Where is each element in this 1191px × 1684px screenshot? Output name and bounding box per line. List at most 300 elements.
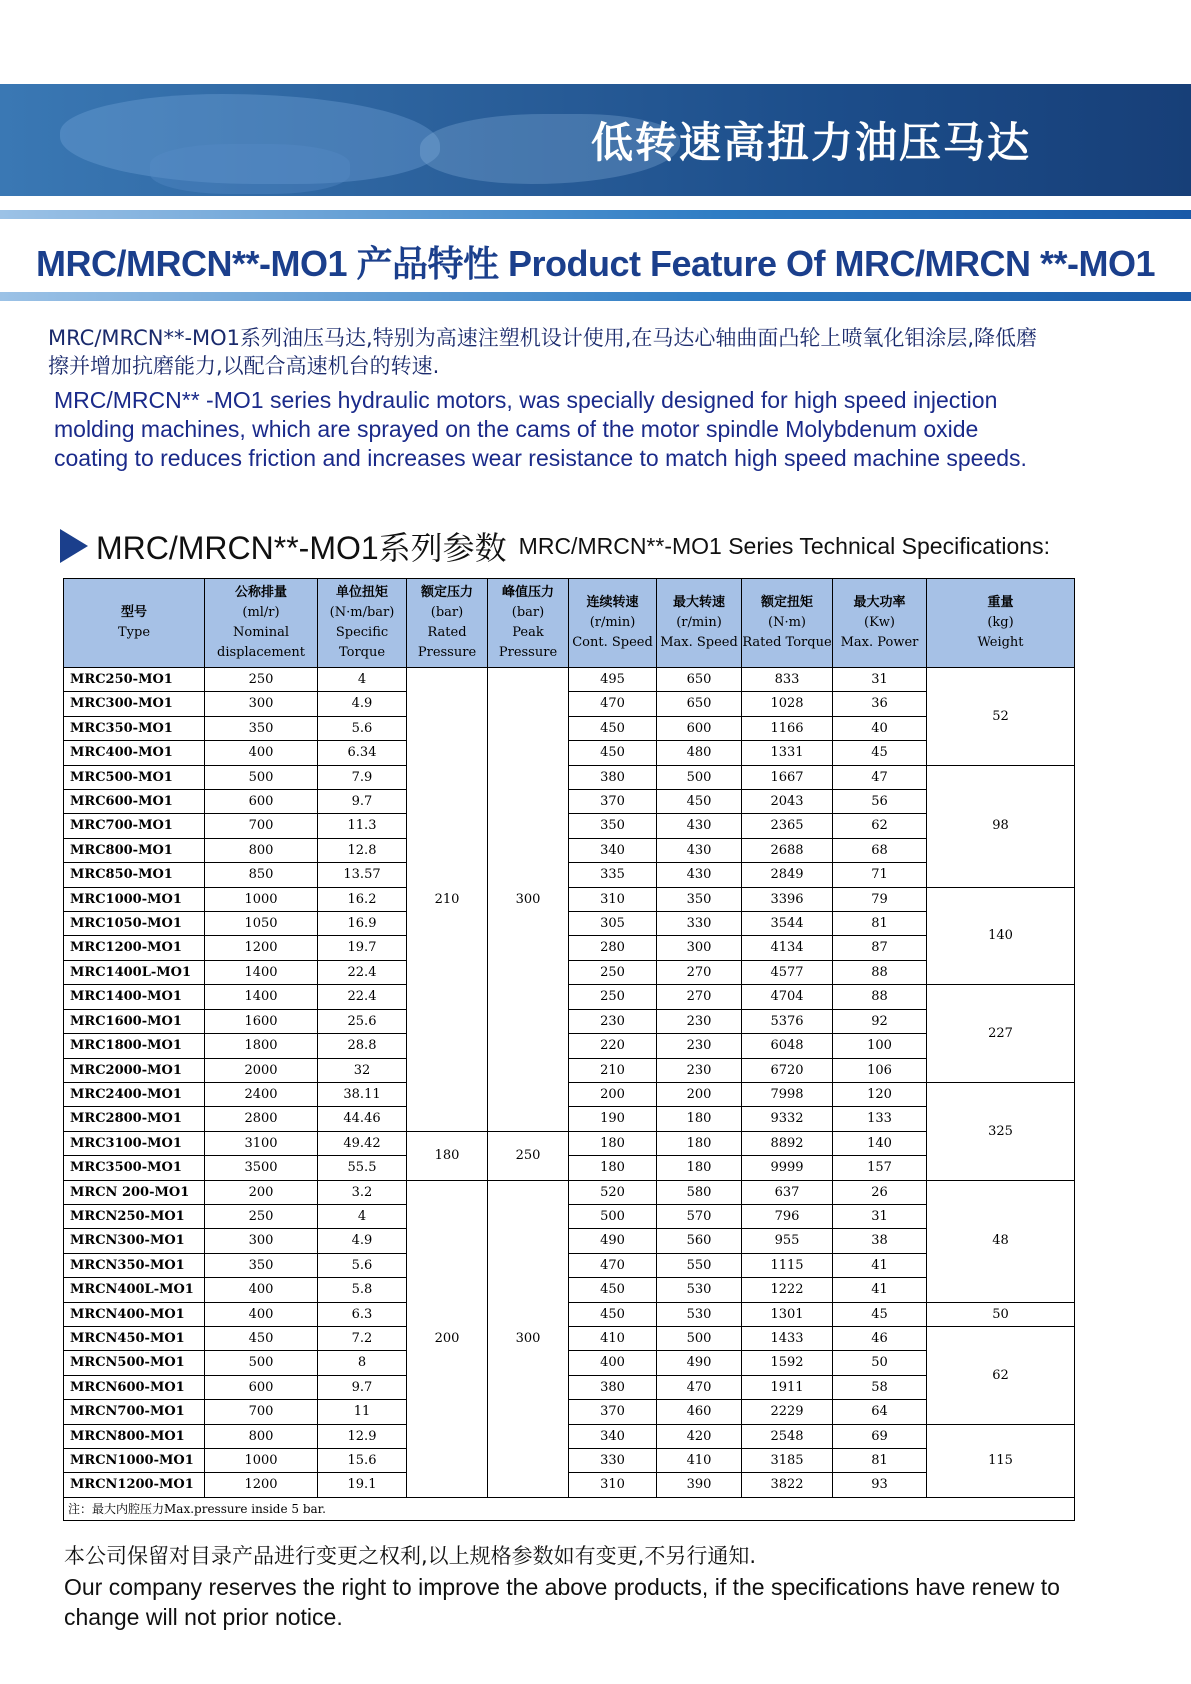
rated-torque-cell: 1222 [742, 1278, 833, 1302]
cont-speed-cell: 330 [569, 1449, 657, 1473]
cont-speed-cell: 370 [569, 1400, 657, 1424]
displacement-cell: 800 [205, 838, 318, 862]
table-row [64, 765, 1075, 789]
max-power-cell: 88 [833, 960, 927, 984]
max-speed-cell: 230 [657, 1058, 742, 1082]
max-power-cell: 31 [833, 1204, 927, 1228]
header-cell [407, 579, 488, 668]
max-speed-cell: 460 [657, 1400, 742, 1424]
rated-torque-cell: 4577 [742, 960, 833, 984]
table-row [64, 716, 1075, 740]
type-cell: MRC700-MO1 [64, 814, 205, 838]
specific-torque-cell: 9.7 [318, 1375, 407, 1399]
table-row [64, 1131, 1075, 1155]
max-speed-cell: 570 [657, 1204, 742, 1228]
header-cn: 最大功率 [853, 595, 906, 610]
type-cell: MRC1400-MO1 [64, 985, 205, 1009]
specific-torque-cell: 16.2 [318, 887, 407, 911]
header-en: Nominal displacement [217, 625, 305, 660]
displacement-cell: 1200 [205, 1473, 318, 1497]
rated-torque-cell: 3185 [742, 1449, 833, 1473]
type-cell: MRCN500-MO1 [64, 1351, 205, 1375]
weight-cell: 325 [927, 1082, 1075, 1180]
cont-speed-cell: 400 [569, 1351, 657, 1375]
table-row [64, 1229, 1075, 1253]
table-row [64, 1082, 1075, 1106]
cont-speed-cell: 305 [569, 912, 657, 936]
spec-heading-en: MRC/MRCN**-MO1 Series Technical Specifications: [518, 532, 1050, 559]
specific-torque-cell: 15.6 [318, 1449, 407, 1473]
displacement-cell: 200 [205, 1180, 318, 1204]
cont-speed-cell: 370 [569, 790, 657, 814]
type-cell: MRC600-MO1 [64, 790, 205, 814]
displacement-cell: 400 [205, 741, 318, 765]
cont-speed-cell: 180 [569, 1131, 657, 1155]
type-cell: MRC3500-MO1 [64, 1156, 205, 1180]
displacement-cell: 600 [205, 1375, 318, 1399]
rated-torque-cell: 9999 [742, 1156, 833, 1180]
max-power-cell: 41 [833, 1253, 927, 1277]
weight-cell: 227 [927, 985, 1075, 1083]
specific-torque-cell: 25.6 [318, 1009, 407, 1033]
rated-pressure-cell: 180 [407, 1131, 488, 1180]
cont-speed-cell: 210 [569, 1058, 657, 1082]
type-cell: MRCN1200-MO1 [64, 1473, 205, 1497]
table-row [64, 838, 1075, 862]
world-map-decoration [150, 144, 350, 194]
max-speed-cell: 650 [657, 692, 742, 716]
rated-torque-cell: 7998 [742, 1082, 833, 1106]
cont-speed-cell: 250 [569, 960, 657, 984]
cont-speed-cell: 520 [569, 1180, 657, 1204]
header-unit: (r/min) [589, 615, 636, 630]
type-cell: MRC2800-MO1 [64, 1107, 205, 1131]
rated-torque-cell: 1166 [742, 716, 833, 740]
header-en: Max. Power [840, 635, 919, 650]
cont-speed-cell: 500 [569, 1204, 657, 1228]
max-speed-cell: 490 [657, 1351, 742, 1375]
type-cell: MRC400-MO1 [64, 741, 205, 765]
max-speed-cell: 180 [657, 1107, 742, 1131]
displacement-cell: 800 [205, 1424, 318, 1448]
cont-speed-cell: 495 [569, 668, 657, 692]
rated-pressure-cell: 200 [407, 1180, 488, 1497]
header-cell [657, 579, 742, 668]
max-power-cell: 45 [833, 1302, 927, 1326]
table-row [64, 1180, 1075, 1204]
max-speed-cell: 530 [657, 1278, 742, 1302]
max-power-cell: 56 [833, 790, 927, 814]
header-cell [318, 579, 407, 668]
cont-speed-cell: 450 [569, 716, 657, 740]
specific-torque-cell: 3.2 [318, 1180, 407, 1204]
table-row [64, 1473, 1075, 1497]
specific-torque-cell: 19.7 [318, 936, 407, 960]
type-cell: MRC800-MO1 [64, 838, 205, 862]
max-speed-cell: 430 [657, 838, 742, 862]
max-speed-cell: 600 [657, 716, 742, 740]
type-cell: MRCN250-MO1 [64, 1204, 205, 1228]
footer-note-cn: 本公司保留对目录产品进行变更之权利,以上规格参数如有变更,不另行通知. [64, 1544, 757, 1568]
specific-torque-cell: 12.8 [318, 838, 407, 862]
rated-torque-cell: 1115 [742, 1253, 833, 1277]
type-cell: MRCN700-MO1 [64, 1400, 205, 1424]
max-speed-cell: 270 [657, 960, 742, 984]
specific-torque-cell: 49.42 [318, 1131, 407, 1155]
type-cell: MRC1800-MO1 [64, 1034, 205, 1058]
max-power-cell: 87 [833, 936, 927, 960]
spec-table [63, 578, 1075, 1521]
max-speed-cell: 180 [657, 1131, 742, 1155]
displacement-cell: 450 [205, 1326, 318, 1350]
header-en: Specific Torque [335, 625, 389, 660]
header-cn: 最大转速 [672, 595, 725, 610]
weight-cell: 50 [927, 1302, 1075, 1326]
table-row [64, 1375, 1075, 1399]
table-row [64, 985, 1075, 1009]
max-power-cell: 120 [833, 1082, 927, 1106]
cont-speed-cell: 380 [569, 1375, 657, 1399]
page-title: MRC/MRCN**-MO1 产品特性 Product Feature Of MRC/MRCN **-MO1 [36, 243, 1156, 284]
table-note: 注：最大内腔压力Max.pressure inside 5 bar. [64, 1497, 1075, 1520]
specific-torque-cell: 4.9 [318, 692, 407, 716]
type-cell: MRCN400L-MO1 [64, 1278, 205, 1302]
header-en: Weight [977, 635, 1024, 650]
table-row [64, 1351, 1075, 1375]
type-cell: MRC1400L-MO1 [64, 960, 205, 984]
type-cell: MRC1600-MO1 [64, 1009, 205, 1033]
cont-speed-cell: 450 [569, 1278, 657, 1302]
spec-heading [60, 523, 1050, 569]
header-unit: (Kw) [864, 615, 895, 630]
cont-speed-cell: 410 [569, 1326, 657, 1350]
specific-torque-cell: 22.4 [318, 985, 407, 1009]
rated-torque-cell: 2043 [742, 790, 833, 814]
displacement-cell: 1600 [205, 1009, 318, 1033]
max-power-cell: 81 [833, 1449, 927, 1473]
cont-speed-cell: 350 [569, 814, 657, 838]
header-unit: (kg) [987, 615, 1014, 630]
displacement-cell: 1400 [205, 985, 318, 1009]
displacement-cell: 400 [205, 1278, 318, 1302]
cont-speed-cell: 200 [569, 1082, 657, 1106]
divider-bar [0, 292, 1191, 301]
rated-torque-cell: 1592 [742, 1351, 833, 1375]
rated-torque-cell: 3822 [742, 1473, 833, 1497]
max-power-cell: 68 [833, 838, 927, 862]
specific-torque-cell: 19.1 [318, 1473, 407, 1497]
weight-cell: 98 [927, 765, 1075, 887]
displacement-cell: 1000 [205, 887, 318, 911]
type-cell: MRC500-MO1 [64, 765, 205, 789]
max-power-cell: 26 [833, 1180, 927, 1204]
rated-torque-cell: 1911 [742, 1375, 833, 1399]
rated-torque-cell: 796 [742, 1204, 833, 1228]
max-power-cell: 50 [833, 1351, 927, 1375]
specific-torque-cell: 13.57 [318, 863, 407, 887]
displacement-cell: 2400 [205, 1082, 318, 1106]
cont-speed-cell: 450 [569, 741, 657, 765]
header-cell [569, 579, 657, 668]
specific-torque-cell: 55.5 [318, 1156, 407, 1180]
cont-speed-cell: 470 [569, 1253, 657, 1277]
cont-speed-cell: 340 [569, 838, 657, 862]
max-power-cell: 41 [833, 1278, 927, 1302]
weight-cell: 140 [927, 887, 1075, 985]
specific-torque-cell: 28.8 [318, 1034, 407, 1058]
rated-torque-cell: 6048 [742, 1034, 833, 1058]
type-cell: MRC3100-MO1 [64, 1131, 205, 1155]
header-cn: 连续转速 [586, 595, 639, 610]
header-cn: 峰值压力 [501, 585, 554, 600]
rated-torque-cell: 637 [742, 1180, 833, 1204]
max-speed-cell: 560 [657, 1229, 742, 1253]
specific-torque-cell: 12.9 [318, 1424, 407, 1448]
type-cell: MRCN800-MO1 [64, 1424, 205, 1448]
table-row [64, 1253, 1075, 1277]
max-speed-cell: 410 [657, 1449, 742, 1473]
rated-torque-cell: 4134 [742, 936, 833, 960]
max-power-cell: 45 [833, 741, 927, 765]
displacement-cell: 700 [205, 814, 318, 838]
rated-torque-cell: 2688 [742, 838, 833, 862]
specific-torque-cell: 8 [318, 1351, 407, 1375]
specific-torque-cell: 11 [318, 1400, 407, 1424]
header-cn: 型号 [120, 605, 147, 620]
header-cell [927, 579, 1075, 668]
displacement-cell: 250 [205, 1204, 318, 1228]
table-row [64, 1302, 1075, 1326]
specific-torque-cell: 11.3 [318, 814, 407, 838]
rated-torque-cell: 1433 [742, 1326, 833, 1350]
header-cell [488, 579, 569, 668]
specific-torque-cell: 7.2 [318, 1326, 407, 1350]
triangle-bullet-icon [60, 529, 88, 563]
table-row [64, 1278, 1075, 1302]
max-speed-cell: 480 [657, 741, 742, 765]
displacement-cell: 1200 [205, 936, 318, 960]
header-cell [205, 579, 318, 668]
max-speed-cell: 650 [657, 668, 742, 692]
spec-heading-cn: MRC/MRCN**-MO1系列参数 [96, 530, 507, 566]
max-speed-cell: 470 [657, 1375, 742, 1399]
peak-pressure-cell: 300 [488, 668, 569, 1132]
displacement-cell: 700 [205, 1400, 318, 1424]
header-en: Rated Torque [742, 635, 832, 650]
specific-torque-cell: 16.9 [318, 912, 407, 936]
table-row [64, 960, 1075, 984]
table-row [64, 668, 1075, 692]
cont-speed-cell: 470 [569, 692, 657, 716]
weight-cell: 115 [927, 1424, 1075, 1497]
max-power-cell: 46 [833, 1326, 927, 1350]
displacement-cell: 850 [205, 863, 318, 887]
specific-torque-cell: 44.46 [318, 1107, 407, 1131]
rated-torque-cell: 2365 [742, 814, 833, 838]
header-cell [742, 579, 833, 668]
specific-torque-cell: 6.3 [318, 1302, 407, 1326]
max-power-cell: 100 [833, 1034, 927, 1058]
specific-torque-cell: 6.34 [318, 741, 407, 765]
rated-torque-cell: 1301 [742, 1302, 833, 1326]
displacement-cell: 300 [205, 1229, 318, 1253]
type-cell: MRC300-MO1 [64, 692, 205, 716]
peak-pressure-cell: 300 [488, 1180, 569, 1497]
max-power-cell: 38 [833, 1229, 927, 1253]
specific-torque-cell: 22.4 [318, 960, 407, 984]
table-row [64, 814, 1075, 838]
rated-torque-cell: 1331 [742, 741, 833, 765]
type-cell: MRC1000-MO1 [64, 887, 205, 911]
cont-speed-cell: 220 [569, 1034, 657, 1058]
table-row [64, 936, 1075, 960]
max-power-cell: 31 [833, 668, 927, 692]
max-speed-cell: 330 [657, 912, 742, 936]
table-body [64, 668, 1075, 1498]
header-cn: 额定压力 [420, 585, 473, 600]
displacement-cell: 350 [205, 1253, 318, 1277]
max-speed-cell: 390 [657, 1473, 742, 1497]
rated-torque-cell: 3544 [742, 912, 833, 936]
type-cell: MRC1050-MO1 [64, 912, 205, 936]
type-cell: MRC350-MO1 [64, 716, 205, 740]
header-cn: 单位扭矩 [335, 585, 388, 600]
cont-speed-cell: 230 [569, 1009, 657, 1033]
type-cell: MRCN450-MO1 [64, 1326, 205, 1350]
description-en: MRC/MRCN** -MO1 series hydraulic motors, was specially designed for high speed injection molding machines, which are sprayed on the cams of the motor spindle Molybdenum oxide coating to reduces friction and increases wear resistance to match high speed machine speeds. [54, 387, 1027, 471]
max-power-cell: 92 [833, 1009, 927, 1033]
divider-bar [0, 210, 1191, 219]
table-row [64, 1107, 1075, 1131]
rated-torque-cell: 955 [742, 1229, 833, 1253]
rated-torque-cell: 2849 [742, 863, 833, 887]
specific-torque-cell: 7.9 [318, 765, 407, 789]
rated-torque-cell: 8892 [742, 1131, 833, 1155]
type-cell: MRC250-MO1 [64, 668, 205, 692]
cont-speed-cell: 190 [569, 1107, 657, 1131]
displacement-cell: 3100 [205, 1131, 318, 1155]
description-cn: MRC/MRCN**-MO1系列油压马达,特别为高速注塑机设计使用,在马达心轴曲面凸轮上喷氧化钼涂层,降低磨擦并增加抗磨能力,以配合高速机台的转速. [48, 326, 1038, 378]
max-speed-cell: 500 [657, 765, 742, 789]
type-cell: MRCN1000-MO1 [64, 1449, 205, 1473]
cont-speed-cell: 340 [569, 1424, 657, 1448]
cont-speed-cell: 490 [569, 1229, 657, 1253]
type-cell: MRCN600-MO1 [64, 1375, 205, 1399]
table-row [64, 912, 1075, 936]
rated-torque-cell: 9332 [742, 1107, 833, 1131]
table-header-row [64, 579, 1075, 668]
max-power-cell: 47 [833, 765, 927, 789]
header-unit: (bar) [511, 605, 545, 620]
max-power-cell: 40 [833, 716, 927, 740]
header-unit: (bar) [430, 605, 464, 620]
displacement-cell: 300 [205, 692, 318, 716]
table-note-row [64, 1497, 1075, 1520]
max-speed-cell: 230 [657, 1034, 742, 1058]
header-en: Rated Pressure [417, 625, 477, 660]
cont-speed-cell: 380 [569, 765, 657, 789]
table-row [64, 1009, 1075, 1033]
specific-torque-cell: 5.6 [318, 716, 407, 740]
type-cell: MRCN350-MO1 [64, 1253, 205, 1277]
max-power-cell: 58 [833, 1375, 927, 1399]
max-power-cell: 106 [833, 1058, 927, 1082]
cont-speed-cell: 450 [569, 1302, 657, 1326]
rated-pressure-cell: 210 [407, 668, 488, 1132]
cont-speed-cell: 310 [569, 887, 657, 911]
weight-cell: 52 [927, 668, 1075, 766]
displacement-cell: 1400 [205, 960, 318, 984]
header-en: Cont. Speed [572, 635, 653, 650]
type-cell: MRC2400-MO1 [64, 1082, 205, 1106]
table-row [64, 1326, 1075, 1350]
rated-torque-cell: 833 [742, 668, 833, 692]
type-cell: MRCN 200-MO1 [64, 1180, 205, 1204]
max-speed-cell: 430 [657, 814, 742, 838]
header-en: Peak Pressure [498, 625, 558, 660]
max-power-cell: 64 [833, 1400, 927, 1424]
max-speed-cell: 270 [657, 985, 742, 1009]
max-speed-cell: 200 [657, 1082, 742, 1106]
rated-torque-cell: 2229 [742, 1400, 833, 1424]
displacement-cell: 250 [205, 668, 318, 692]
cont-speed-cell: 280 [569, 936, 657, 960]
max-speed-cell: 580 [657, 1180, 742, 1204]
rated-torque-cell: 4704 [742, 985, 833, 1009]
weight-cell: 48 [927, 1180, 1075, 1302]
max-speed-cell: 500 [657, 1326, 742, 1350]
max-power-cell: 133 [833, 1107, 927, 1131]
table-row [64, 741, 1075, 765]
displacement-cell: 500 [205, 765, 318, 789]
header-unit: (ml/r) [242, 605, 280, 620]
table-row [64, 692, 1075, 716]
rated-torque-cell: 1667 [742, 765, 833, 789]
table-row [64, 863, 1075, 887]
cont-speed-cell: 250 [569, 985, 657, 1009]
displacement-cell: 350 [205, 716, 318, 740]
table-row [64, 887, 1075, 911]
footer-note-en: Our company reserves the right to improve the above products, if the specifications have renew to change will not prior notice. [64, 1574, 1060, 1630]
displacement-cell: 1000 [205, 1449, 318, 1473]
max-speed-cell: 450 [657, 790, 742, 814]
cont-speed-cell: 335 [569, 863, 657, 887]
type-cell: MRC850-MO1 [64, 863, 205, 887]
max-power-cell: 88 [833, 985, 927, 1009]
header-cn: 重量 [987, 595, 1014, 610]
header-unit: (r/min) [676, 615, 722, 630]
type-cell: MRC2000-MO1 [64, 1058, 205, 1082]
rated-torque-cell: 1028 [742, 692, 833, 716]
rated-torque-cell: 6720 [742, 1058, 833, 1082]
table-row [64, 1034, 1075, 1058]
type-cell: MRCN400-MO1 [64, 1302, 205, 1326]
peak-pressure-cell: 250 [488, 1131, 569, 1180]
header-cn: 额定扭矩 [760, 595, 813, 610]
specific-torque-cell: 38.11 [318, 1082, 407, 1106]
max-speed-cell: 180 [657, 1156, 742, 1180]
table-row [64, 1449, 1075, 1473]
banner-title: 低转速高扭力油压马达 [590, 118, 1031, 167]
max-power-cell: 93 [833, 1473, 927, 1497]
max-power-cell: 157 [833, 1156, 927, 1180]
header-en: Type [117, 625, 151, 640]
table-row [64, 1400, 1075, 1424]
table-row [64, 1424, 1075, 1448]
displacement-cell: 1800 [205, 1034, 318, 1058]
cont-speed-cell: 310 [569, 1473, 657, 1497]
table-row [64, 1058, 1075, 1082]
